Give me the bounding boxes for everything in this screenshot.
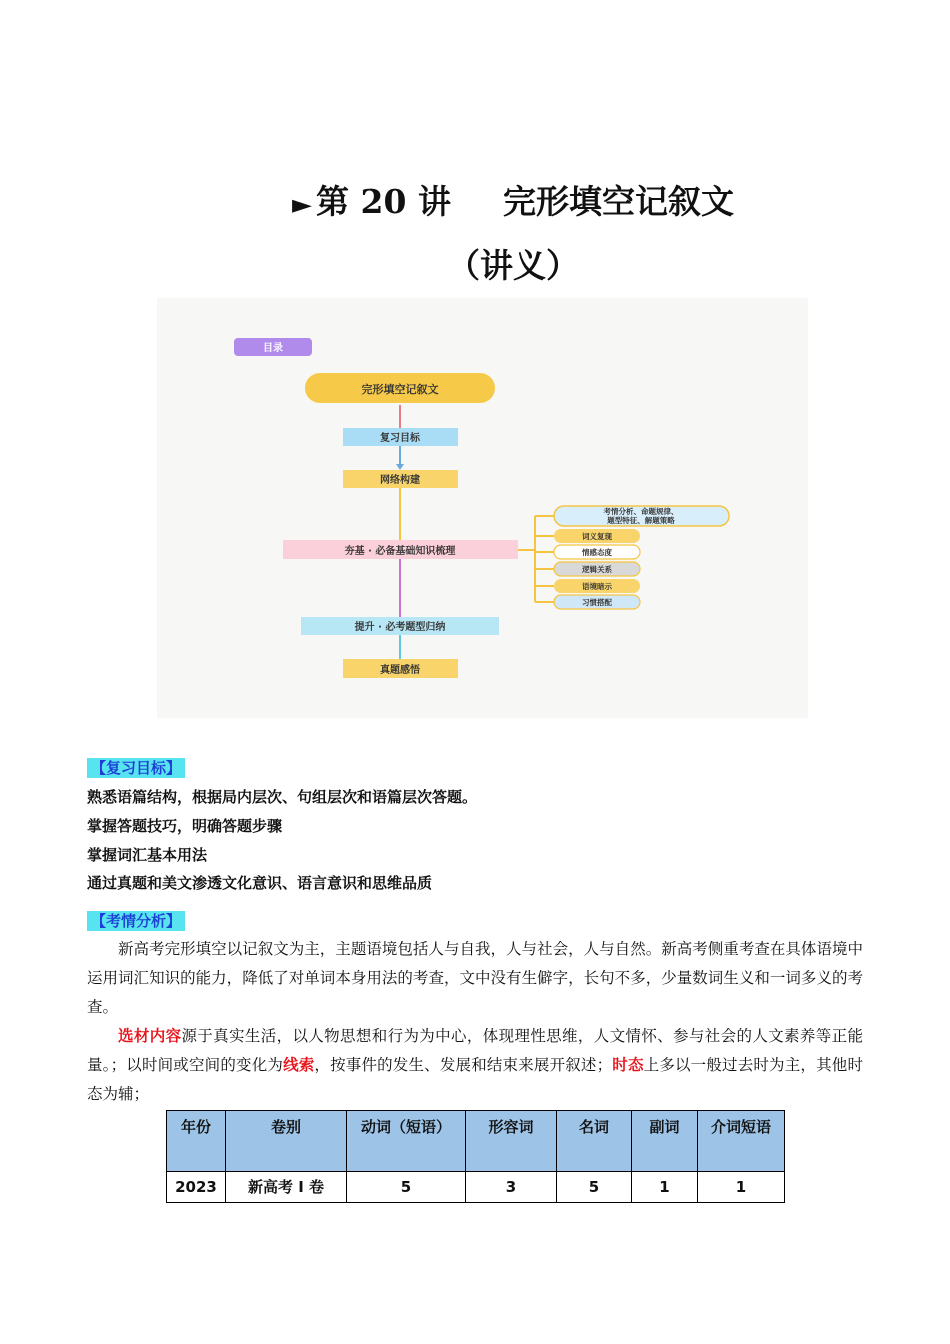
goal-item: 熟悉语篇结构，根据局内层次、句组层次和语篇层次答题。	[87, 788, 478, 806]
goal-item: 掌握答题技巧，明确答题步骤	[87, 817, 283, 835]
lecture-number: 第 20 讲	[316, 182, 451, 221]
lecture-topic: 完形填空记叙文	[502, 182, 734, 221]
mindmap-diagram	[157, 298, 808, 718]
table-header: 形容词	[466, 1111, 557, 1172]
table-cell: 1	[698, 1172, 785, 1203]
table-cell: 2023	[167, 1172, 226, 1203]
goal-item: 通过真题和美文渗透文化意识、语言意识和思维品质	[87, 874, 433, 892]
mindmap-branch-analysis	[554, 506, 729, 526]
highlight-material: 选材内容	[118, 1027, 182, 1045]
mindmap-branch-leaf	[554, 529, 640, 543]
mindmap-toc-label	[234, 338, 312, 356]
analysis-paragraph-2: 选材内容源于真实生活，以人物思想和行为为中心，体现理性思维，人文情怀、参与社会的人文素养等正能量。；以时间或空间的变化为线索，按事件的发生、发展和结束来展开叙述；时态上多以一般过去时为主，其他时态为辅；	[87, 1027, 863, 1103]
mindmap-node-network	[343, 470, 458, 488]
mindmap-branch-leaf	[554, 562, 640, 576]
review-goals-tag: 【复习目标】	[87, 758, 185, 778]
svg-text:考情分析、命题规律、: 考情分析、命题规律、	[603, 507, 679, 516]
highlight-clue: 线索	[283, 1056, 315, 1074]
table-header: 卷别	[226, 1111, 347, 1172]
svg-text:网络构建: 网络构建	[380, 475, 420, 486]
svg-text:复习目标: 复习目标	[380, 433, 420, 444]
table-header: 介词短语	[698, 1111, 785, 1172]
goal-item: 掌握词汇基本用法	[87, 846, 208, 864]
title-arrow-icon: ►	[292, 190, 313, 220]
analysis-paragraph-1: 新高考完形填空以记叙文为主，主题语境包括人与自我，人与社会，人与自然。新高考侧重考查在具体语境中运用词汇知识的能力，降低了对单词本身用法的考查，文中没有生僻字，长句不多，少量数词生义和一词多义的考查。	[87, 940, 863, 1016]
mindmap-node-review-goals	[343, 428, 458, 446]
table-cell: 5	[347, 1172, 466, 1203]
table-header: 年份	[167, 1111, 226, 1172]
mindmap-branch-leaf	[554, 595, 640, 609]
table-header: 名词	[557, 1111, 632, 1172]
mindmap-node-real-exam	[343, 659, 458, 678]
svg-text:习惯搭配: 习惯搭配	[582, 598, 612, 607]
table-cell: 1	[632, 1172, 698, 1203]
table-cell: 5	[557, 1172, 632, 1203]
page-title	[38, 176, 950, 223]
mindmap-branch-leaf	[554, 579, 640, 593]
svg-text:真题感悟: 真题感悟	[380, 665, 420, 676]
svg-text:语境暗示: 语境暗示	[582, 582, 612, 591]
mindmap-root-node	[305, 373, 495, 403]
svg-text:逻辑关系: 逻辑关系	[582, 565, 612, 574]
table-row	[167, 1172, 785, 1203]
mindmap-node-improve	[301, 617, 499, 635]
highlight-tense: 时态	[612, 1056, 644, 1074]
table-cell: 新高考 I 卷	[226, 1172, 347, 1203]
svg-text:提升 · 必考题型归纳: 提升 · 必考题型归纳	[354, 622, 446, 633]
svg-text:词义复现: 词义复现	[582, 532, 612, 541]
svg-text:夯基 · 必备基础知识梳理: 夯基 · 必备基础知识梳理	[344, 546, 456, 557]
table-header-row	[167, 1111, 785, 1172]
analysis-tag: 【考情分析】	[87, 911, 185, 931]
mindmap-node-basics	[283, 540, 518, 559]
table-header: 副词	[632, 1111, 698, 1172]
svg-text:题型特征、解题策略: 题型特征、解题策略	[607, 516, 675, 525]
mindmap-branch-leaf	[554, 545, 640, 559]
page-subtitle: （讲义）	[447, 246, 579, 285]
svg-text:完形填空记叙文: 完形填空记叙文	[361, 383, 439, 396]
svg-text:情感态度: 情感态度	[582, 548, 612, 557]
word-type-stats-table	[166, 1110, 785, 1203]
svg-text:目录: 目录	[263, 343, 283, 354]
table-header: 动词（短语）	[347, 1111, 466, 1172]
table-cell: 3	[466, 1172, 557, 1203]
